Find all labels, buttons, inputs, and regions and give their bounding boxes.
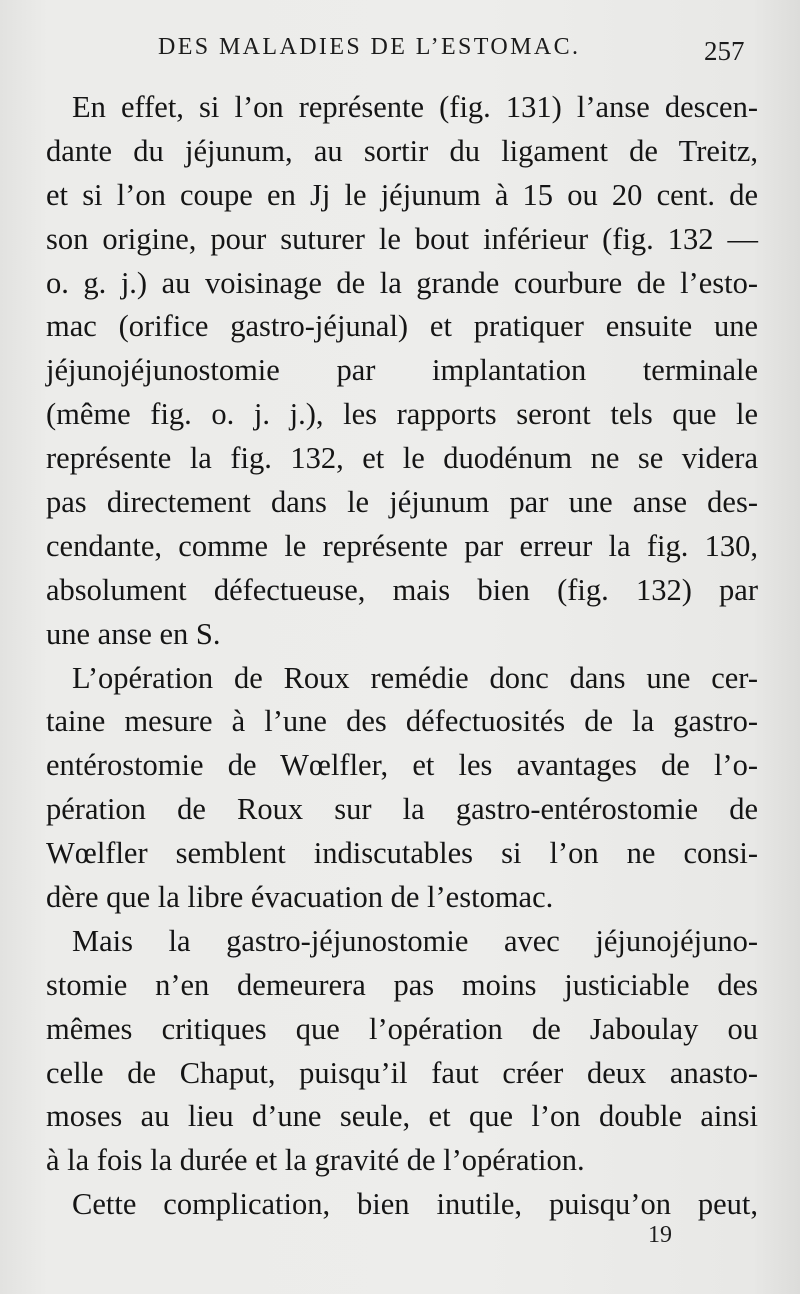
text-line: stomie n’en demeurera pas moins justiciable des	[46, 967, 758, 1002]
running-title: DES MALADIES DE L’ESTOMAC.	[158, 34, 581, 60]
paragraph-1	[46, 86, 758, 657]
text-line: à la fois la durée et la gravité de l’opération.	[46, 1143, 585, 1178]
text-line: représente la fig. 132, et le duodénum ne se videra	[46, 441, 758, 476]
body-text	[46, 86, 758, 1227]
text-line: En effet, si l’on représente (fig. 131) l’anse descen-	[72, 90, 758, 124]
text-line: son origine, pour suturer le bout inférieur (fig. 132 —	[46, 221, 758, 256]
running-header	[0, 34, 800, 74]
text-line: celle de Chaput, puisqu’il faut créer deux anasto-	[46, 1055, 758, 1090]
text-line: o. g. j.) au voisinage de la grande courbure de l’esto-	[46, 265, 758, 300]
text-line: absolument défectueuse, mais bien (fig. 132) par	[46, 572, 758, 607]
paragraph-4	[46, 1183, 758, 1227]
text-line: entérostomie de Wœlfler, et les avantages de l’o-	[46, 748, 758, 783]
paragraph-2	[46, 657, 758, 920]
text-line: mac (orifice gastro-jéjunal) et pratiquer ensuite une	[46, 309, 758, 344]
text-line: pas directement dans le jéjunum par une anse des-	[46, 485, 758, 520]
text-line: (même fig. o. j. j.), les rapports seront tels que le	[46, 397, 758, 432]
text-line: dère que la libre évacuation de l’estomac.	[46, 880, 554, 915]
text-line: moses au lieu d’une seule, et que l’on double ainsi	[46, 1099, 758, 1134]
text-line: dante du jéjunum, au sortir du ligament de Treitz,	[46, 133, 758, 168]
paragraph-3	[46, 920, 758, 1183]
text-line: jéjunojéjunostomie par implantation terminale	[46, 353, 758, 388]
text-line: Mais la gastro-jéjunostomie avec jéjunojéjuno-	[72, 923, 758, 958]
text-line: cendante, comme le représente par erreur la fig. 130,	[46, 528, 758, 563]
text-line: taine mesure à l’une des défectuosités de la gastro-	[46, 704, 758, 739]
text-line: mêmes critiques que l’opération de Jaboulay ou	[46, 1011, 758, 1046]
text-line: Wœlfler semblent indiscutables si l’on ne consi-	[46, 836, 758, 871]
signature-mark: 19	[648, 1222, 672, 1248]
text-line: L’opération de Roux remédie donc dans une cer-	[72, 660, 758, 695]
text-line: une anse en S.	[46, 616, 221, 651]
text-line: Cette complication, bien inutile, puisqu’on peut,	[72, 1187, 758, 1222]
text-line: pération de Roux sur la gastro-entérostomie de	[46, 792, 758, 827]
text-line: et si l’on coupe en Jj le jéjunum à 15 ou 20 cent. de	[46, 177, 758, 212]
page-number: 257	[704, 36, 745, 66]
